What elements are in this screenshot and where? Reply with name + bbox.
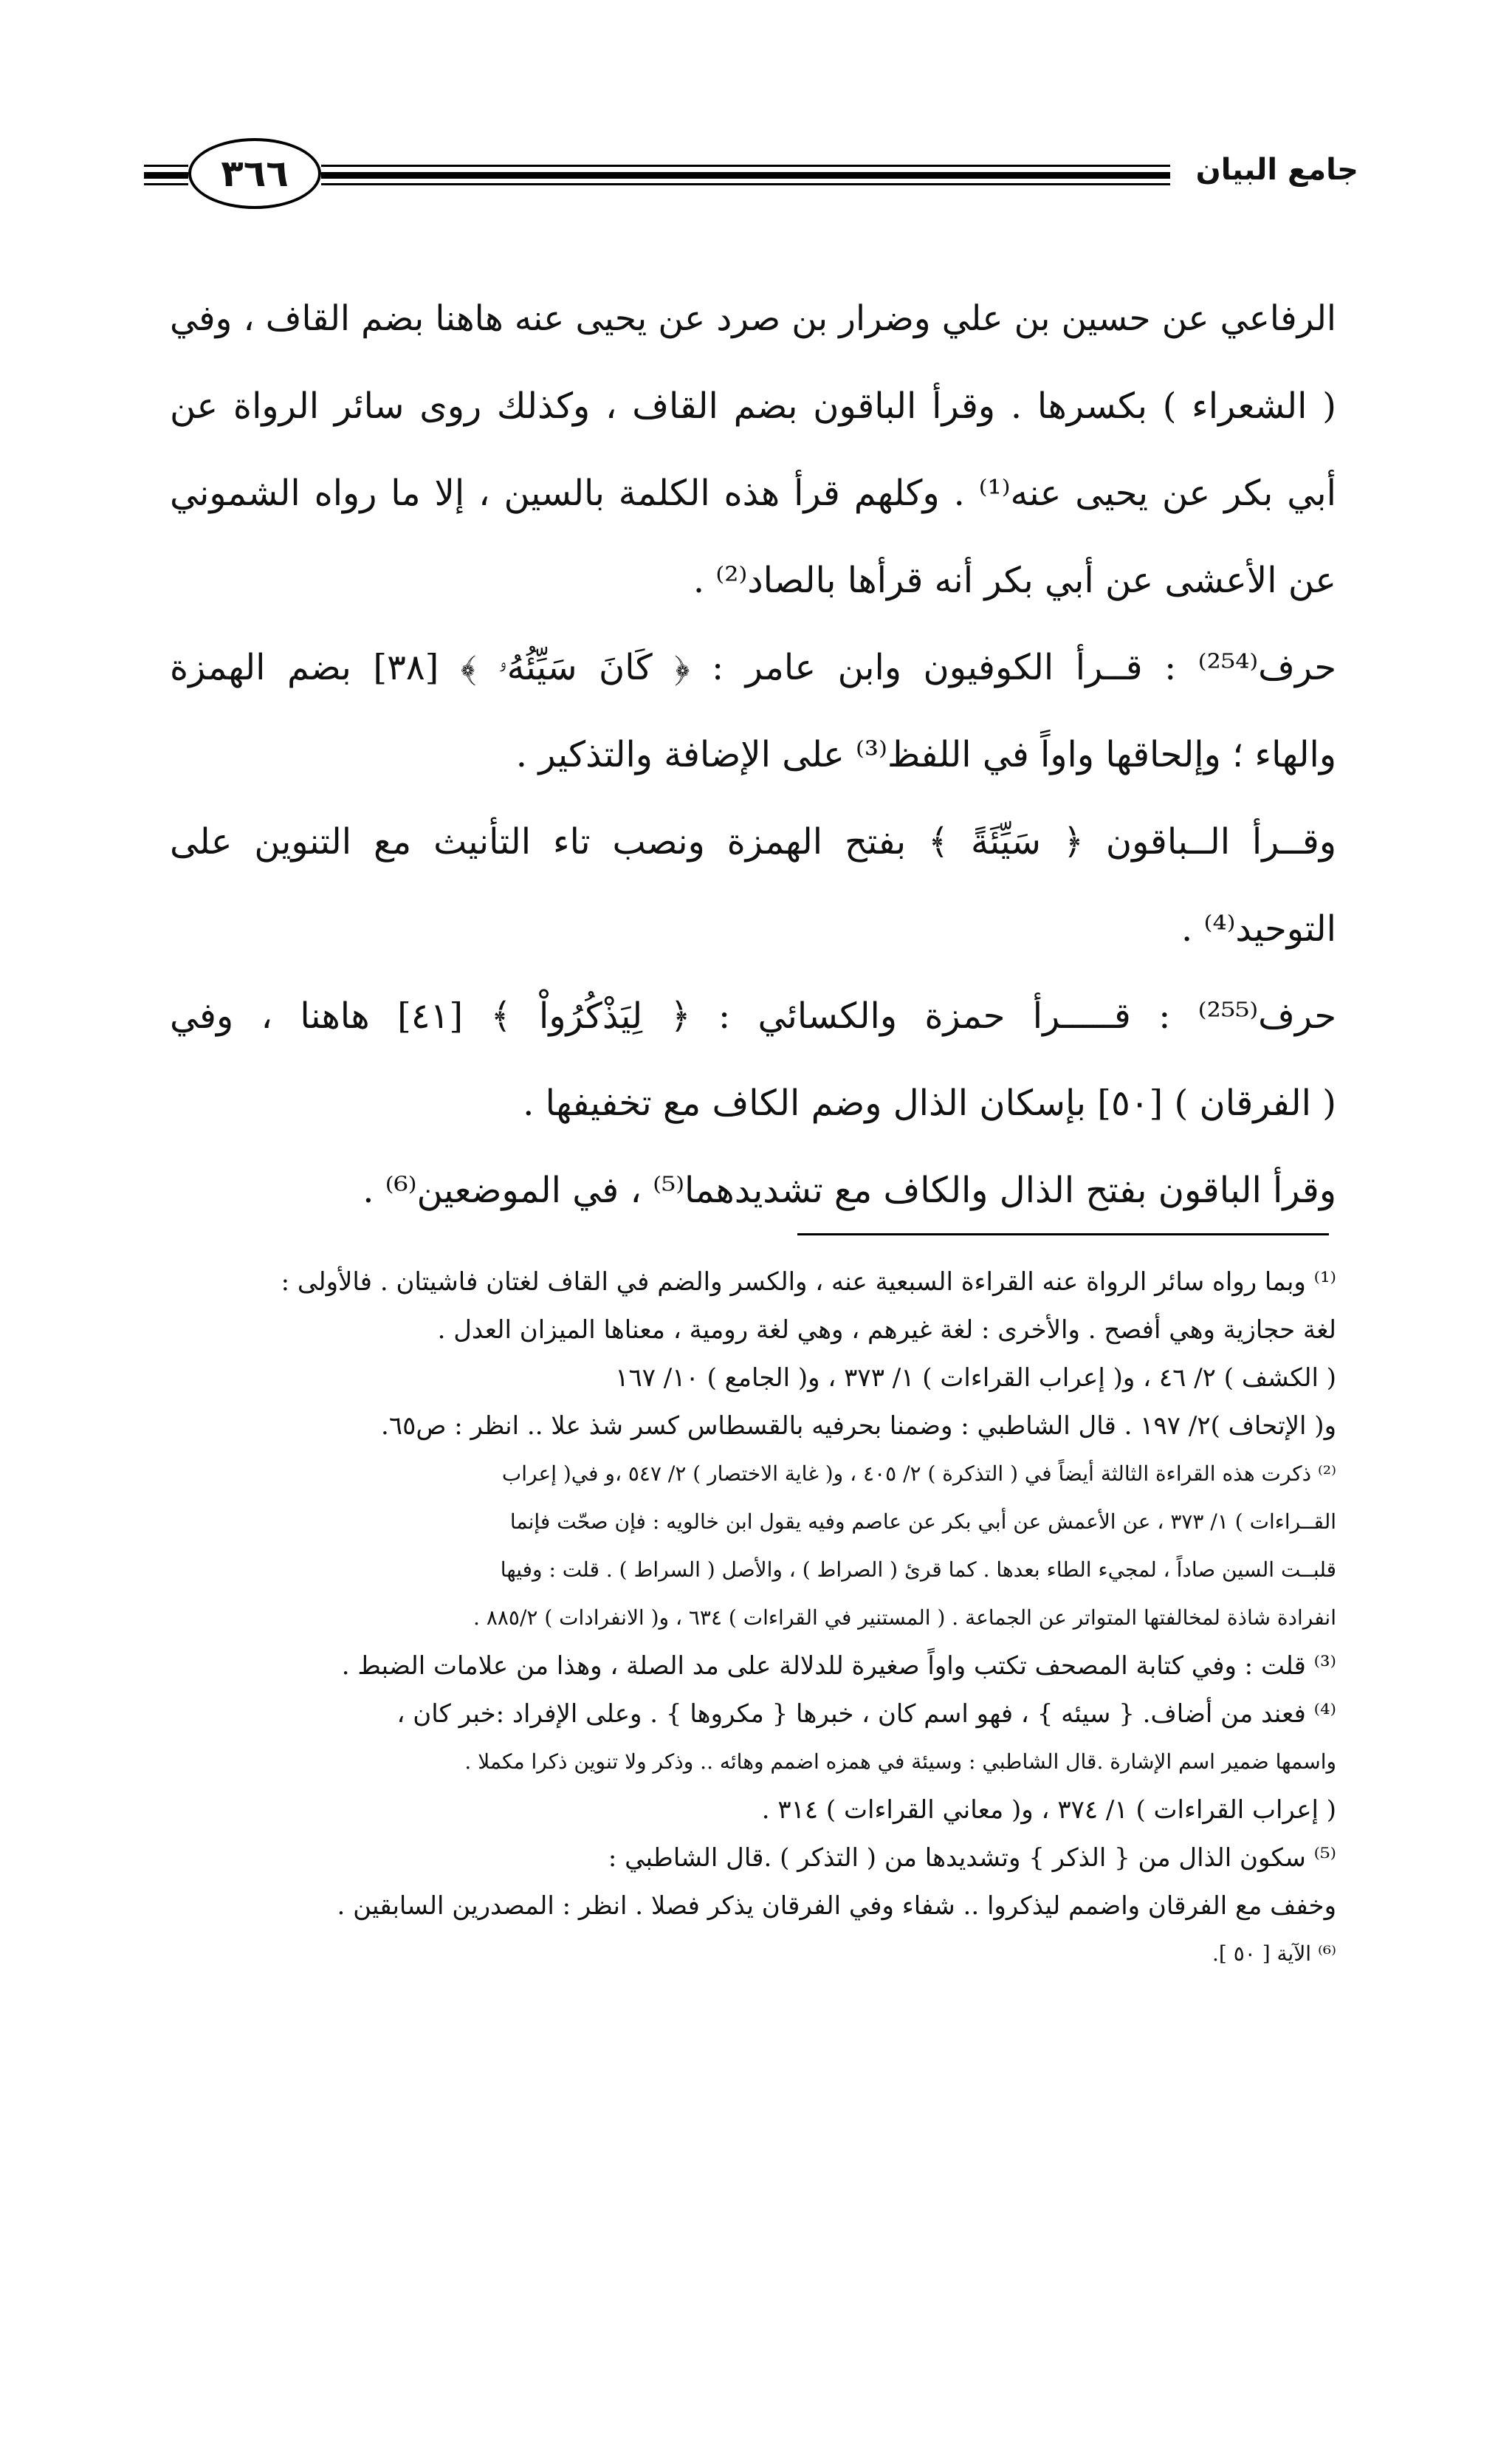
footnote-line: قلبــت السين صاداً ، لمجيء الطاء بعدها . كما قرئ ( الصراط ) ، والأصل ( السراط ) . قلت : وفيها xyxy=(500,1557,1336,1582)
footnote-line: ⁽⁴⁾ فعند من أضاف. { سيئه } ، فهو اسم كان ، خبرها { مكروها } . وعلى الإفراد :خبر كان ، xyxy=(396,1699,1336,1729)
footnote-line: ( الكشف ) ٢/ ٤٦ ، و( إعراب القراءات ) ١/ ٣٧٣ ، و( الجامع ) ١٠/ ١٦٧ xyxy=(615,1363,1336,1393)
text-line: وقــرأ الــباقون ﴿ سَيِّئَةً ﴾ بفتح الهمزة ونصب تاء التأنيث مع التنوين على xyxy=(170,821,1336,863)
footnote-line: واسمها ضمير اسم الإشارة .قال الشاطبي : وسيئة في همزه اضمم وهائه .. وذكر ولا تنوين ذكرا مكملا . xyxy=(464,1749,1336,1774)
text-line: عن الأعشى عن أبي بكر أنه قرأها بالصاد⁽²⁾ . xyxy=(693,560,1336,601)
text-line: والهاء ؛ وإلحاقها واواً في اللفظ⁽³⁾ على الإضافة والتذكير . xyxy=(515,734,1336,775)
page-number: ٣٦٦ xyxy=(188,138,321,209)
footnote-line: ⁽¹⁾ وبما رواه سائر الرواة عنه القراءة السبعية عنه ، والكسر والضم في القاف لغتان فاشيتان . فالأولى : xyxy=(281,1267,1336,1297)
footnote-line: ⁽³⁾ قلت : وفي كتابة المصحف تكتب واواً صغيرة للدلالة على مد الصلة ، وهذا من علامات الضبط . xyxy=(341,1651,1336,1681)
footnote-line: ( إعراب القراءات ) ١/ ٣٧٤ ، و( معاني القراءات ) ٣١٤ . xyxy=(761,1795,1336,1825)
page-header xyxy=(144,137,1358,218)
footnote-line: القــراءات ) ١/ ٣٧٣ ، عن الأعمش عن أبي بكر عن عاصم وفيه يقول ابن خالويه : فإن صحّت فإنما xyxy=(509,1509,1336,1534)
footnote-line: انفرادة شاذة لمخالفتها المتواتر عن الجماعة . ( المستنير في القراءات ) ٦٣٤ ، و( الانفرادات ) ٨٨٥/٢ . xyxy=(473,1605,1336,1630)
footnote-line: وخفف مع الفرقان واضمم ليذكروا .. شفاء وفي الفرقان يذكر فصلا . انظر : المصدرين السابقين . xyxy=(337,1891,1336,1921)
main-text xyxy=(170,289,1336,1248)
text-line: الرفاعي عن حسين بن علي وضرار بن صرد عن يحيى عنه هاهنا بضم القاف ، وفي xyxy=(170,298,1336,339)
book-title: جامع البيان xyxy=(1195,153,1358,187)
header-rule-left xyxy=(144,165,188,187)
text-line: أبي بكر عن يحيى عنه⁽¹⁾ . وكلهم قرأ هذه الكلمة بالسين ، إلا ما رواه الشموني xyxy=(170,473,1336,514)
footnotes xyxy=(170,1259,1336,1979)
harf-line: حرف⁽²⁵⁵⁾ : قـــــرأ حمزة والكسائي : ﴿ لِيَذْكُرُواْ ﴾ [٤١] هاهنا ، وفي xyxy=(170,995,1336,1037)
footnote-line: و( الإتحاف )٢/ ١٩٧ . قال الشاطبي : وضمنا بحرفيه بالقسطاس كسر شذ علا .. انظر : ص٦٥. xyxy=(381,1411,1336,1441)
text-line: التوحيد⁽⁴⁾ . xyxy=(1181,908,1336,950)
header-rule xyxy=(321,165,1170,187)
footnote-line: لغة حجازية وهي أفصح . والأخرى : لغة غيرهم ، وهي لغة رومية ، معناها الميزان العدل . xyxy=(437,1315,1336,1345)
footnote-line: ⁽⁵⁾ سكون الذال من { الذكر } وتشديدها من ( التذكر ) .قال الشاطبي : xyxy=(608,1843,1336,1873)
footnote-line: ⁽⁶⁾ الآية [ ٥٠ ]. xyxy=(1212,1941,1336,1966)
harf-line: حرف⁽²⁵⁴⁾ : قــرأ الكوفيون وابن عامر : ﴿ كَانَ سَيِّئُهُۥ ﴾ [٣٨] بضم الهمزة xyxy=(170,647,1336,688)
text-line: ( الفرقان ) [٥٠] بإسكان الذال وضم الكاف مع تخفيفها . xyxy=(523,1083,1336,1124)
text-line: ( الشعراء ) بكسرها . وقرأ الباقون بضم القاف ، وكذلك روى سائر الرواة عن xyxy=(170,385,1336,427)
text-line: وقرأ الباقون بفتح الذال والكاف مع تشديدهما⁽⁵⁾ ، في الموضعين⁽⁶⁾ . xyxy=(362,1170,1336,1211)
footnote-separator xyxy=(797,1233,1329,1235)
footnote-line: ⁽²⁾ ذكرت هذه القراءة الثالثة أيضاً في ( التذكرة ) ٢/ ٤٠٥ ، و( غاية الاختصار ) ٢/ ٥٤٧ ،و في( إعراب xyxy=(501,1461,1336,1486)
